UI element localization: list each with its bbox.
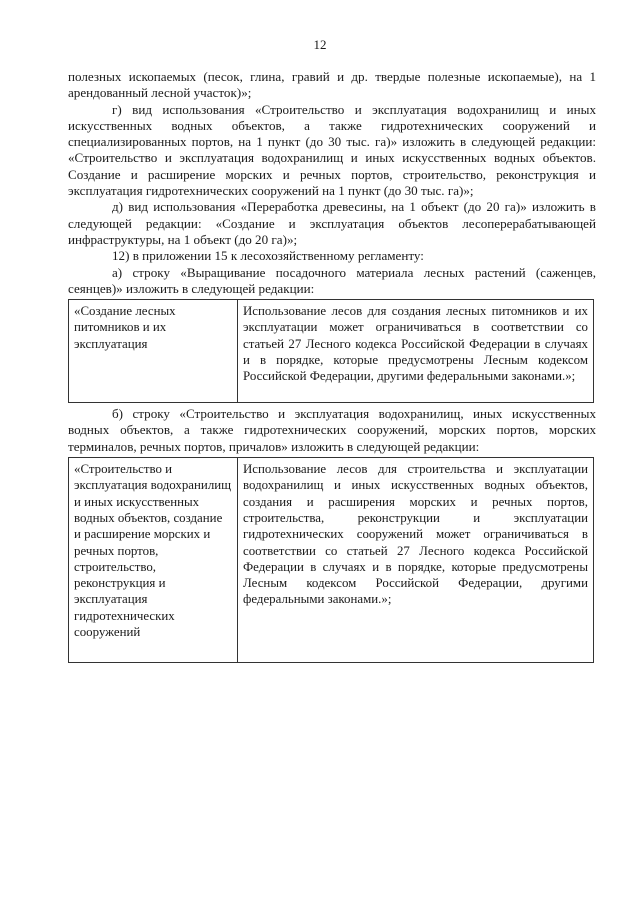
paragraph-continuation: полезных ископаемых (песок, глина, гравий и др. твердые полезные ископаемые), на 1 арендованный лесной участок)»; <box>68 69 596 101</box>
replacement-table-2 <box>68 457 594 663</box>
table-cell-activity: «Строительство и эксплуатация водохранилищ и иных искусственных водных объектов, создание и расширение морских и речных портов, строительство, реконструкция и эксплуатация гидротехнических сооружений <box>69 458 238 663</box>
paragraph-item-g: г) вид использования «Строительство и эксплуатация водохранилищ и иных искусственных водных объектов, а также гидротехнических сооружений и специализированных портов, на 1 пункт (до 30 тыс. га)» изложить в следующей редакции: «Строительство и эксплуатация водохранилищ и иных искусственных водных объектов. Создание и расширение морских и речных портов, строительство, реконструкция и эксплуатация гидротехнических сооружений на 1 пункт (до 30 тыс. га)»; <box>68 101 596 199</box>
table-row <box>69 300 594 403</box>
document-body <box>68 69 596 666</box>
paragraph-item-d: д) вид использования «Переработка древесины, на 1 объект (до 20 га)» изложить в следующей редакции: «Создание и эксплуатация объектов лесоперерабатывающей инфраструктуры, на 1 объект (до 20 га)»; <box>68 199 596 247</box>
paragraph-item-12: 12) в приложении 15 к лесохозяйственному регламенту: <box>112 248 424 264</box>
table-row <box>69 458 594 663</box>
paragraph-item-a: а) строку «Выращивание посадочного материала лесных растений (саженцев, сеянцев)» изложить в следующей редакции: <box>68 264 596 296</box>
table-cell-restriction: Использование лесов для создания лесных питомников и их эксплуатации может ограничиваться в соответствии со статьей 27 Лесного кодекса Российской Федерации в случаях и в порядке, которые предусмотрены Лесным кодексом Российской Федерации, другими федеральными законами.»; <box>238 300 594 403</box>
page-number: 12 <box>313 37 327 52</box>
paragraph-item-b: б) строку «Строительство и эксплуатация водохранилищ, иных искусственных водных объектов, а также гидротехнических сооружений, морских портов, морских терминалов, речных портов, причалов» изложить в следующей редакции: <box>68 406 596 454</box>
replacement-table-1 <box>68 299 594 403</box>
table-cell-restriction: Использование лесов для строительства и эксплуатации водохранилищ и иных искусственных водных объектов, создания и расширения морских и речных портов, строительства, реконструкции и эксплуатации гидротехнических сооружений может ограничиваться в соответствии со статьей 27 Лесного кодекса Российской Федерации в случаях и в порядке, которые предусмотрены Лесным кодексом Российской Федерации, другими федеральными законами.»; <box>238 458 594 663</box>
table-cell-activity: «Создание лесных питомников и их эксплуатация <box>69 300 238 403</box>
